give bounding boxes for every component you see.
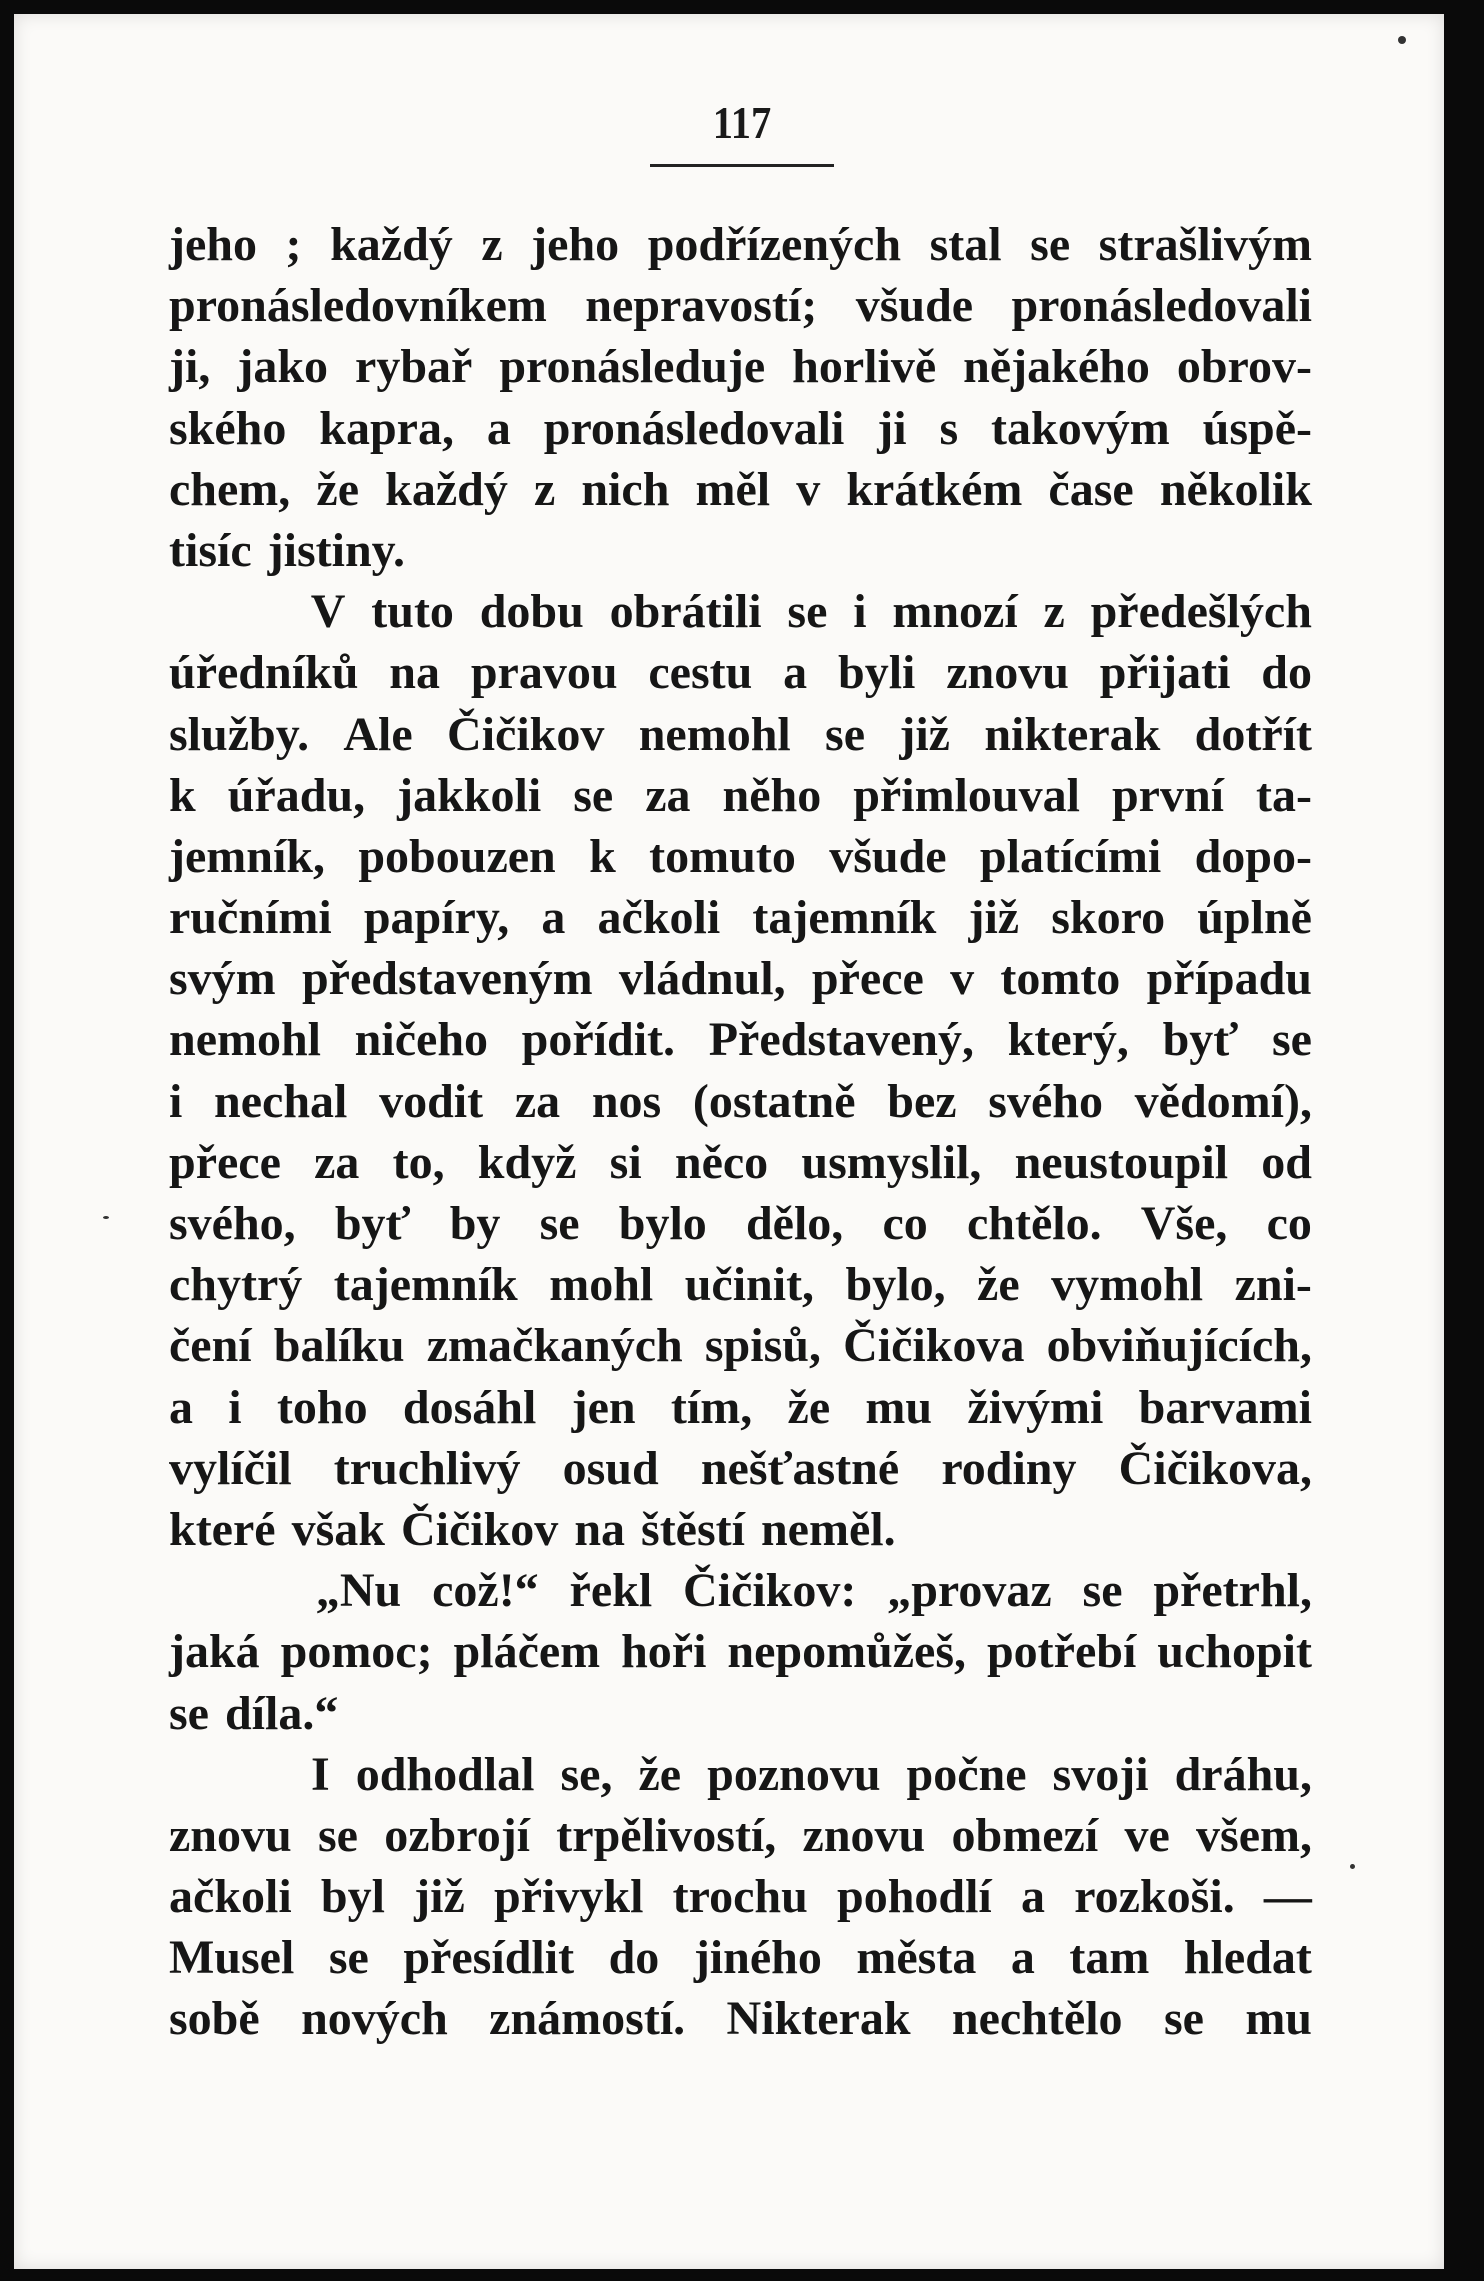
text-line: jemník, pobouzen k tomuto všude platícími dopo- [169,829,1312,883]
text-line: úředníků na pravou cestu a byli znovu přijati do [169,646,1312,700]
book-page [14,14,1444,2269]
text-line: čení balíku zmačkaných spisů, Čičikova obviňujících, [169,1319,1312,1373]
text-line: nemohl ničeho pořídit. Představený, který, byť se [169,1013,1312,1067]
text-line: V tuto dobu obrátili se i mnozí z předešlých [310,585,1312,639]
text-line: jaká pomoc; pláčem hoři nepomůžeš, potřebí uchopit [169,1625,1312,1679]
paper-speck [103,1216,109,1219]
text-line: tisíc jistiny. [169,523,406,577]
text-line: znovu se ozbrojí trpělivostí, znovu obmezí ve všem, [169,1808,1312,1862]
paper-speck [1350,1864,1355,1869]
text-line: Musel se přesídlit do jiného města a tam hledat [169,1931,1312,1985]
text-line: svým představeným vládnul, přece v tomto případu [169,952,1312,1006]
text-line: služby. Ale Čičikov nemohl se již nikterak dotřít [169,707,1312,761]
text-line: ského kapra, a pronásledovali ji s takovým úspě- [169,401,1312,455]
text-line: chem, že každý z nich měl v krátkém čase několik [169,462,1312,516]
text-line: a i toho dosáhl jen tím, že mu živými barvami [169,1380,1312,1434]
body-text [169,214,1312,2050]
text-line: I odhodlal se, že poznovu počne svoji dráhu, [311,1747,1312,1801]
text-line: které však Čičikov na štěstí neměl. [169,1502,896,1556]
page-number: 117 [712,97,772,148]
text-line: sobě nových známostí. Nikterak nechtělo se mu [169,1992,1312,2046]
text-line: jeho ; každý z jeho podřízených stal se strašlivým [169,218,1312,271]
header-rule [650,164,834,167]
text-line: k úřadu, jakkoli se za něho přimlouval první ta- [169,768,1312,822]
text-line: přece za to, když si něco usmyslil, neustoupil od [169,1135,1312,1189]
text-line: se díla.“ [169,1686,339,1740]
text-line: pronásledovníkem nepravostí; všude pronásledovali [169,279,1312,333]
text-line: vylíčil truchlivý osud nešťastné rodiny Čičikova, [169,1441,1312,1495]
text-line: ačkoli byl již přivykl trochu pohodlí a rozkoši. — [169,1870,1312,1924]
text-line: „Nu což!“ řekl Čičikov: „provaz se přetrhl, [315,1564,1312,1618]
text-line: ručními papíry, a ačkoli tajemník již skoro úplně [169,891,1312,945]
text-line: chytrý tajemník mohl učinit, bylo, že vymohl zni- [169,1258,1312,1312]
paper-speck [1398,36,1406,44]
text-line: svého, byť by se bylo dělo, co chtělo. Vše, co [169,1197,1312,1250]
text-line: ji, jako rybař pronásleduje horlivě nějakého obrov- [169,340,1312,394]
text-line: i nechal vodit za nos (ostatně bez svého vědomí), [169,1074,1312,1128]
